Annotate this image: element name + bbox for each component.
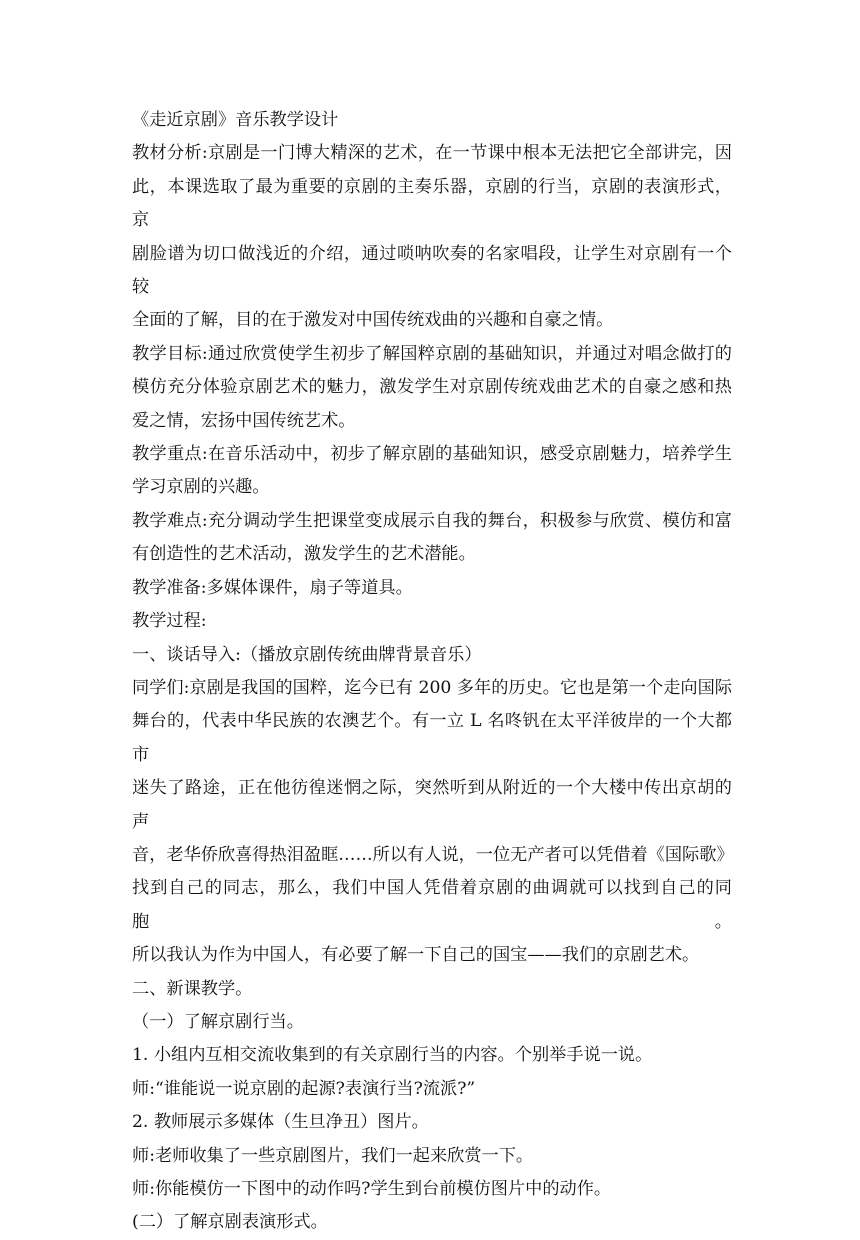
text-line: 找到自己的同志，那么，我们中国人凭借着京剧的曲调就可以找到自己的同胞。 xyxy=(132,878,732,932)
teacher-line-2: 师:老师收集了一些京剧图片，我们一起来欣赏一下。 xyxy=(132,1145,534,1166)
teacher-line-3: 师:你能模仿一下图中的动作吗?学生到台前模仿图片中的动作。 xyxy=(132,1179,612,1199)
text-line: 教学目标:通过欣赏使学生初步了解国粹京剧的基础知识，并通过对唱念做打的 xyxy=(132,343,732,364)
text-line: 爱之情，宏扬中国传统艺术。 xyxy=(132,410,356,431)
document-body xyxy=(132,104,732,1240)
text-line: 音，老华侨欣喜得热泪盈眶……所以有人说，一位无产者可以凭借着《国际歌》 xyxy=(132,844,734,865)
difficulty-paragraph xyxy=(132,505,732,572)
text-line: 剧脸谱为切口做浅近的介绍，通过唢呐吹奏的名家唱段，让学生对京剧有一个较 xyxy=(132,243,732,298)
analysis-paragraph xyxy=(132,137,732,337)
list-item-2: 2. 教师展示多媒体（生旦净丑）图片。 xyxy=(132,1112,429,1133)
text-line: 有创造性的艺术活动，激发学生的艺术潜能。 xyxy=(132,544,476,565)
section-heading-2: 二、新课教学。 xyxy=(132,978,253,999)
document-title: 《走近京剧》音乐教学设计 xyxy=(132,110,339,130)
text-line: 迷失了路途，正在他彷徨迷惘之际，突然听到从附近的一个大楼中传出京胡的声 xyxy=(132,778,732,832)
text-line: 学习京剧的兴趣。 xyxy=(132,477,270,498)
key-points-paragraph xyxy=(132,438,732,505)
list-item-1: 1. 小组内互相交流收集到的有关京剧行当的内容。个别举手说一说。 xyxy=(132,1045,653,1066)
subsection-heading-1: （一）了解京剧行当。 xyxy=(132,1011,304,1032)
teacher-line-1: 师:“谁能说一说京剧的起源?表演行当?流派?” xyxy=(132,1078,476,1099)
text-line: 教材分析:京剧是一门博大精深的艺术，在一节课中根本无法把它全部讲完，因 xyxy=(132,143,732,164)
text-line: 模仿充分体验京剧艺术的魅力，激发学生对京剧传统戏曲艺术的自豪之感和热 xyxy=(132,377,732,398)
text-line: 所以我认为作为中国人，有必要了解一下自己的国宝——我们的京剧艺术。 xyxy=(132,945,700,966)
text-line: 此，本课选取了最为重要的京剧的主奏乐器，京剧的行当，京剧的表演形式，京 xyxy=(132,176,732,231)
text-line: 教学难点:充分调动学生把课堂变成展示自我的舞台，积极参与欣赏、模仿和富 xyxy=(132,510,732,531)
text-line: 舞台的，代表中华民族的农澳艺个。有一立 L 名咚钒在太平洋彼岸的一个大都市 xyxy=(132,711,732,765)
preparation-line: 教学准备:多媒体课件，扇子等道具。 xyxy=(132,577,413,598)
section-heading-1: 一、谈话导入:（播放京剧传统曲牌背景音乐） xyxy=(132,644,482,665)
subsection-heading-2: (二）了解京剧表演形式。 xyxy=(132,1212,328,1233)
text-line: 同学们:京剧是我国的国粹，迄今已有 200 多年的历史。它也是第一个走向国际 xyxy=(132,677,732,698)
process-heading: 教学过程: xyxy=(132,611,207,632)
intro-paragraph xyxy=(132,672,732,973)
goal-paragraph xyxy=(132,338,732,438)
text-line: 全面的了解，目的在于激发对中国传统戏曲的兴趣和自豪之情。 xyxy=(132,310,614,331)
text-line: 教学重点:在音乐活动中，初步了解京剧的基础知识，感受京剧魅力，培养学生 xyxy=(132,444,732,465)
